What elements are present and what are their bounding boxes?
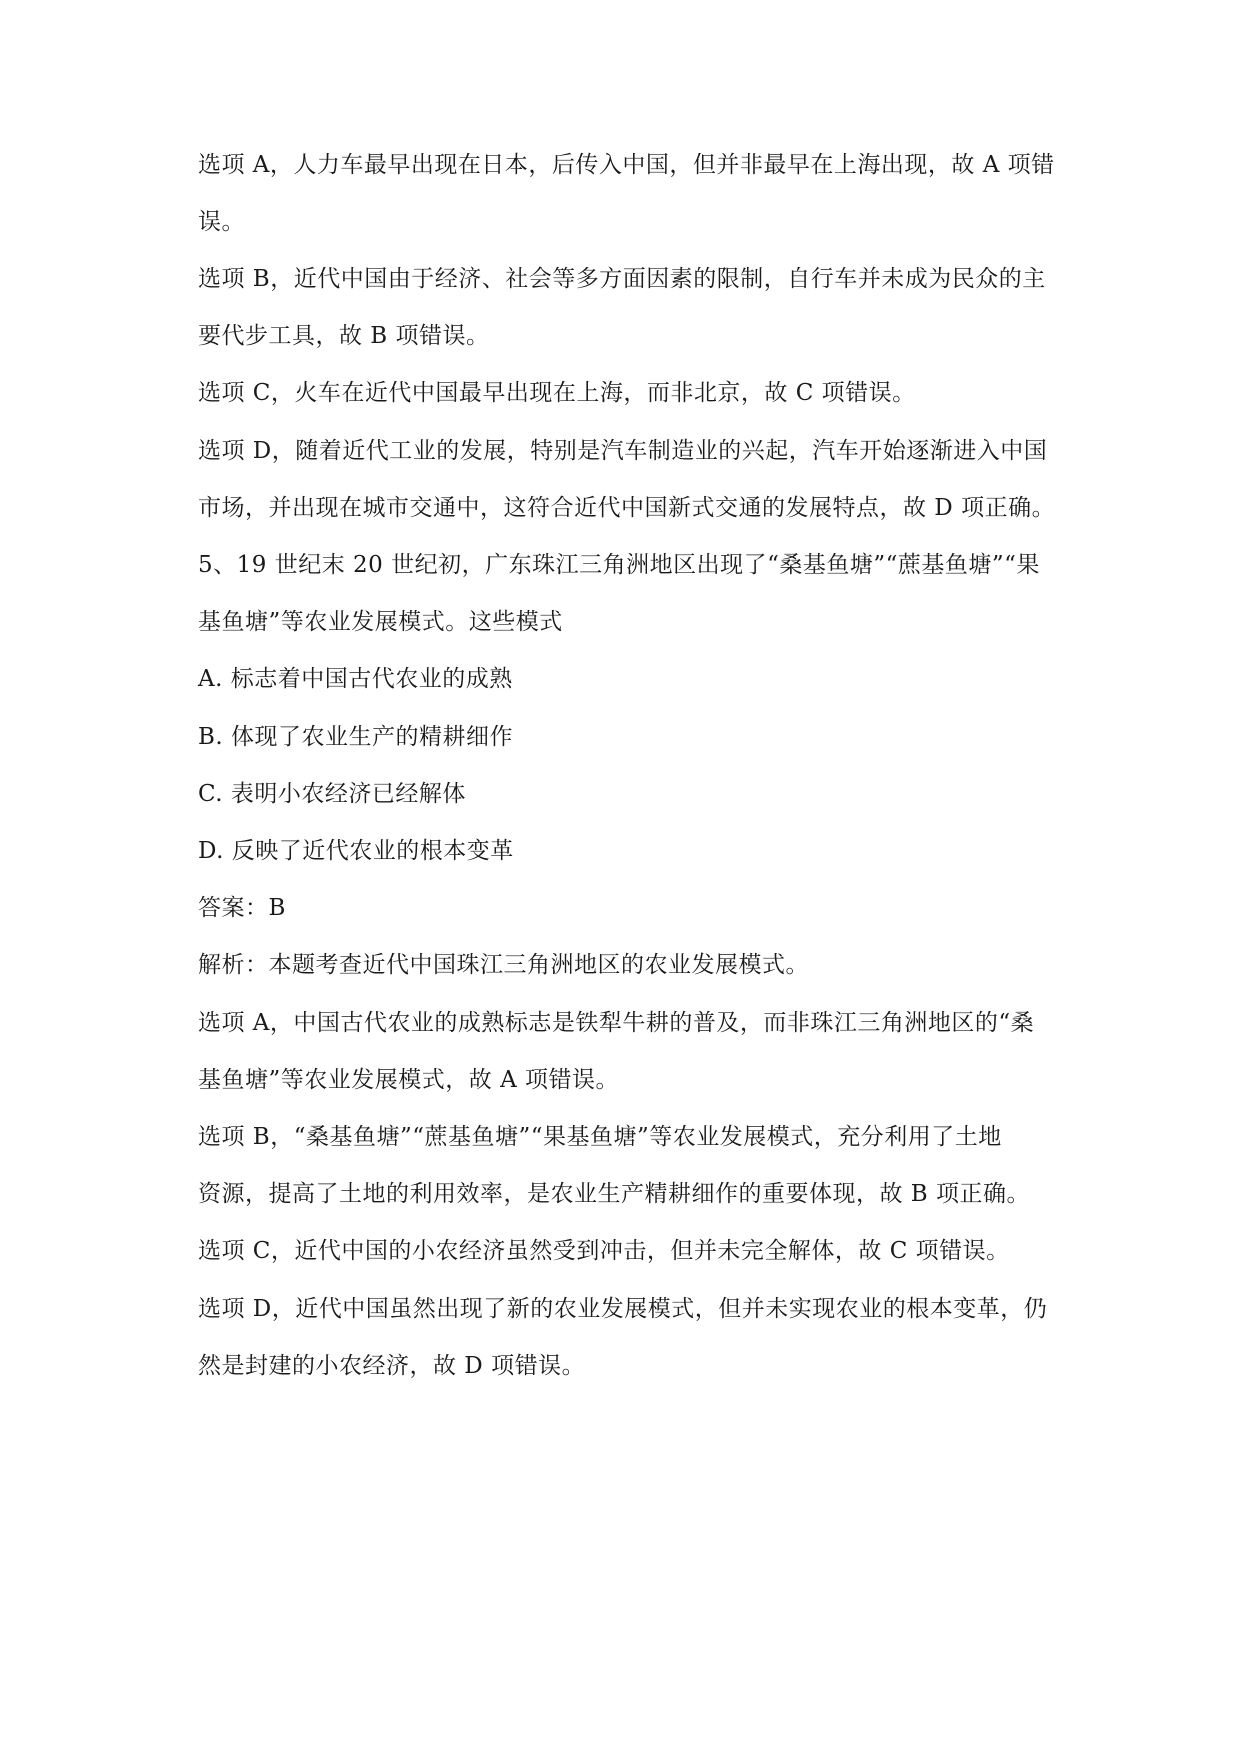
text-line: 选项 B，“桑基鱼塘”“蔗基鱼塘”“果基鱼塘”等农业发展模式，充分利用了土地 [198, 1124, 1002, 1150]
text-line: 选项 D，随着近代工业的发展，特别是汽车制造业的兴起，汽车开始逐渐进入中国 [198, 438, 1048, 464]
text-line: 误。 [198, 209, 245, 235]
option-c: C. 表明小农经济已经解体 [198, 781, 466, 807]
text-line: 然是封建的小农经济，故 D 项错误。 [198, 1353, 586, 1379]
text-line: 选项 D，近代中国虽然出现了新的农业发展模式，但并未实现农业的根本变革，仍 [198, 1296, 1048, 1322]
question-line: 5、19 世纪末 20 世纪初，广东珠江三角洲地区出现了“桑基鱼塘”“蔗基鱼塘”“果 [198, 552, 1040, 578]
text-line: 市场，并出现在城市交通中，这符合近代中国新式交通的发展特点，故 D 项正确。 [198, 495, 1056, 521]
option-a: A. 标志着中国古代农业的成熟 [198, 666, 513, 692]
answer-line: 答案：B [198, 895, 286, 921]
text-line: 选项 B，近代中国由于经济、社会等多方面因素的限制，自行车并未成为民众的主 [198, 266, 1046, 292]
option-d: D. 反映了近代农业的根本变革 [198, 838, 514, 864]
analysis-line: 解析：本题考查近代中国珠江三角洲地区的农业发展模式。 [198, 952, 809, 978]
text-line: 资源，提高了土地的利用效率，是农业生产精耕细作的重要体现，故 B 项正确。 [198, 1181, 1031, 1207]
text-line: 选项 C，火车在近代中国最早出现在上海，而非北京，故 C 项错误。 [198, 380, 916, 406]
text-line: 选项 A，人力车最早出现在日本，后传入中国，但并非最早在上海出现，故 A 项错 [198, 152, 1055, 178]
option-b: B. 体现了农业生产的精耕细作 [198, 724, 514, 750]
text-line: 要代步工具，故 B 项错误。 [198, 323, 490, 349]
question-line: 基鱼塘”等农业发展模式。这些模式 [198, 609, 563, 635]
text-line: 选项 A，中国古代农业的成熟标志是铁犁牛耕的普及，而非珠江三角洲地区的“桑 [198, 1010, 1035, 1036]
text-line: 选项 C，近代中国的小农经济虽然受到冲击，但并未完全解体，故 C 项错误。 [198, 1238, 1010, 1264]
text-line: 基鱼塘”等农业发展模式，故 A 项错误。 [198, 1067, 619, 1093]
